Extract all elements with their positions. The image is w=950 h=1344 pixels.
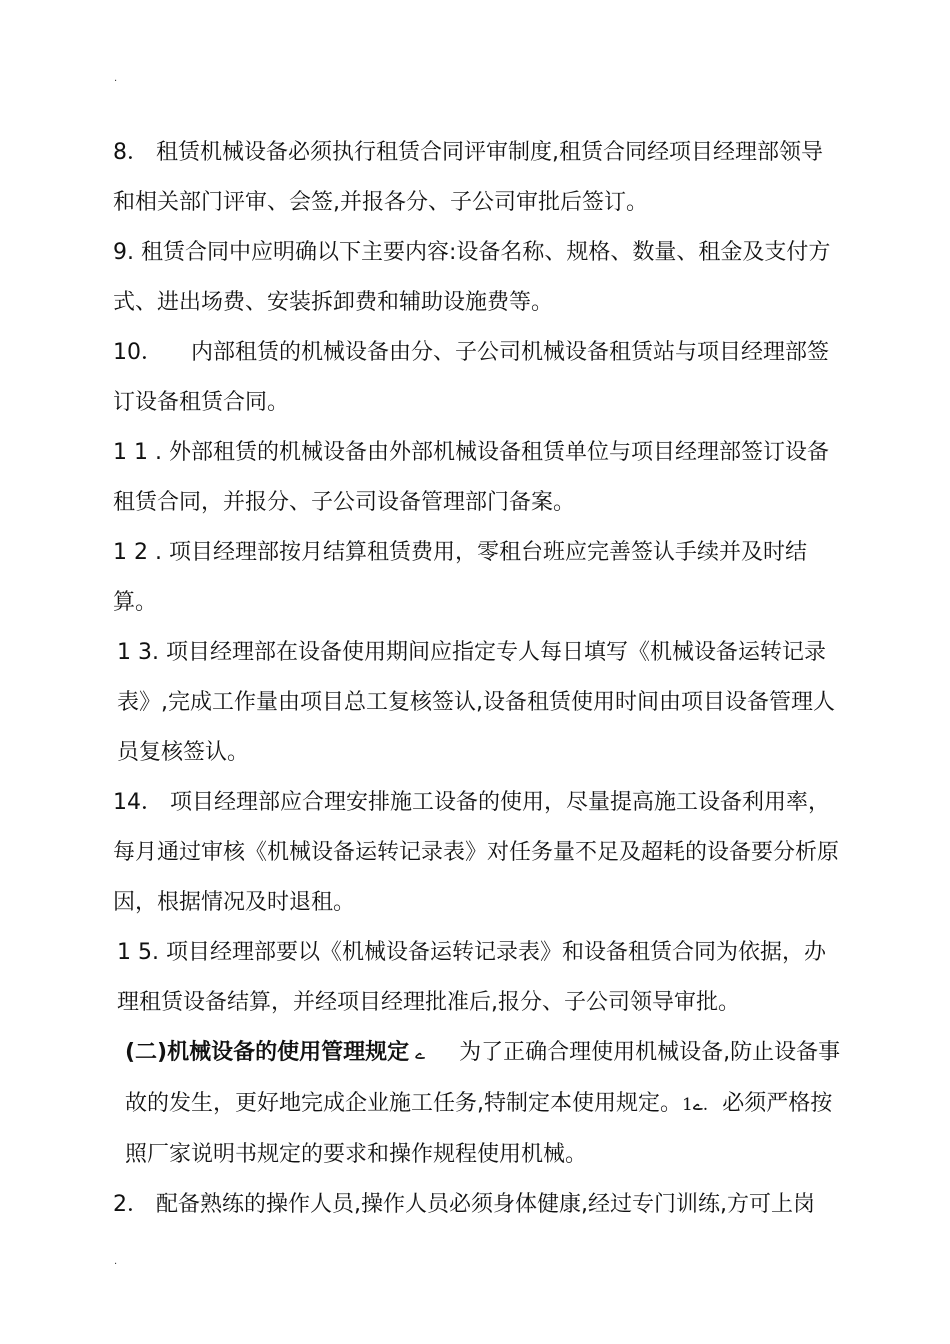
paragraph-item-2: 2． 配备熟练的操作人员,操作人员必须身体健康,经过专门训练,方可上岗 <box>113 1192 815 1217</box>
paragraph-13: 1 3. 项目经理部在设备使用期间应指定专人每日填写《机械设备运转记录表》,完成工作量由项目总工复核签认,设备租赁使用时间由项目设备管理人员复核签认。 <box>117 640 835 765</box>
section-glyph: ے <box>415 1044 426 1064</box>
document-body <box>113 128 843 1230</box>
paragraph-10: 10． 内部租赁的机械设备由分、子公司机械设备租赁站与项目经理部签订设备租赁合同。 <box>113 340 829 415</box>
paragraph-12: 1 2 . 项目经理部按月结算租赁费用，零租台班应完善签认手续并及时结算。 <box>113 540 807 615</box>
paragraph-9: 9. 租赁合同中应明确以下主要内容:设备名称、规格、数量、租金及支付方式、进出场费、安装拆卸费和辅助设施费等。 <box>113 240 831 315</box>
section-intro: 为了正确合理使用机械设备,防止设备事故的发生，更好地完成企业施工任务,特制定本使用规定。 <box>125 1040 841 1116</box>
paragraph-section-2 <box>113 1028 843 1180</box>
page-dot-top: . <box>114 73 118 84</box>
paragraph-15: 1 5. 项目经理部要以《机械设备运转记录表》和设备租赁合同为依据，办理租赁设备结算，并经项目经理批准后,报分、子公司领导审批。 <box>117 940 826 1015</box>
item-1-number: 1ے. <box>682 1095 709 1115</box>
paragraph-14: 14． 项目经理部应合理安排施工设备的使用，尽量提高施工设备利用率，每月通过审核《机械设备运转记录表》对任务量不足及超耗的设备要分析原因，根据情况及时退租。 <box>113 790 840 915</box>
section-heading: (二)机械设备的使用管理规定 <box>125 1040 410 1065</box>
paragraph-8: 8． 租赁机械设备必须执行租赁合同评审制度,租赁合同经项目经理部领导和相关部门评审、会签,并报各分、子公司审批后签订。 <box>113 140 823 215</box>
paragraph-11: 1 1 . 外部租赁的机械设备由外部机械设备租赁单位与项目经理部签订设备租赁合同，并报分、子公司设备管理部门备案。 <box>113 440 829 515</box>
item-1-text: 必须严格按照厂家说明书规定的要求和操作规程使用机械。 <box>125 1091 833 1167</box>
page-dot-bottom: . <box>114 1256 118 1267</box>
